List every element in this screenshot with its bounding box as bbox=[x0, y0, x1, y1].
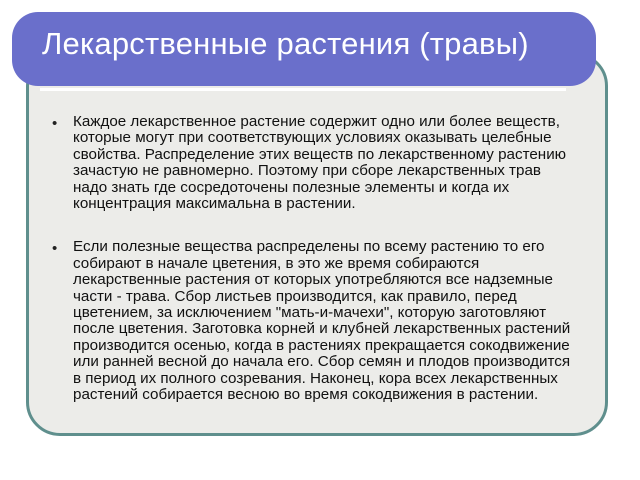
bullet-text: Каждое лекарственное растение содержит одно или более веществ, которые могут при соответствующих условиях оказывать целебные свойства. Распределение этих веществ по лекарственному растению зачастую не равномерно. Поэтому при сборе лекарственных трав надо знать где сосредоточены полезные элементы и когда их концентрация максимальна в растении. bbox=[73, 113, 567, 213]
bullet-dot-icon: • bbox=[52, 240, 58, 258]
bullet-item bbox=[52, 114, 576, 212]
bullet-text: Если полезные вещества распределены по всему растению то его собирают в начале цветения, в это же время собираются лекарственные растения от которых употребляются все надземные части - трава. Сбор листьев производится, как правило, перед цветением, за исключением "мать-и-мачехи", которую заготовляют после цветения. Заготовка корней и клубней лекарственных растений производится осенью, когда в растениях прекращается сокодвижение или ранней весной до начала его. Сбор семян и плодов производится в период их полного созревания. Наконец, кора всех лекарственных растений собирается весною во время сокодвижения в растении. bbox=[73, 238, 571, 404]
bullet-list bbox=[52, 114, 576, 404]
title-underline bbox=[40, 88, 566, 91]
slide-title: Лекарственные растения (травы) bbox=[42, 26, 529, 61]
bullet-item bbox=[52, 239, 576, 403]
bullet-dot-icon: • bbox=[52, 115, 58, 132]
